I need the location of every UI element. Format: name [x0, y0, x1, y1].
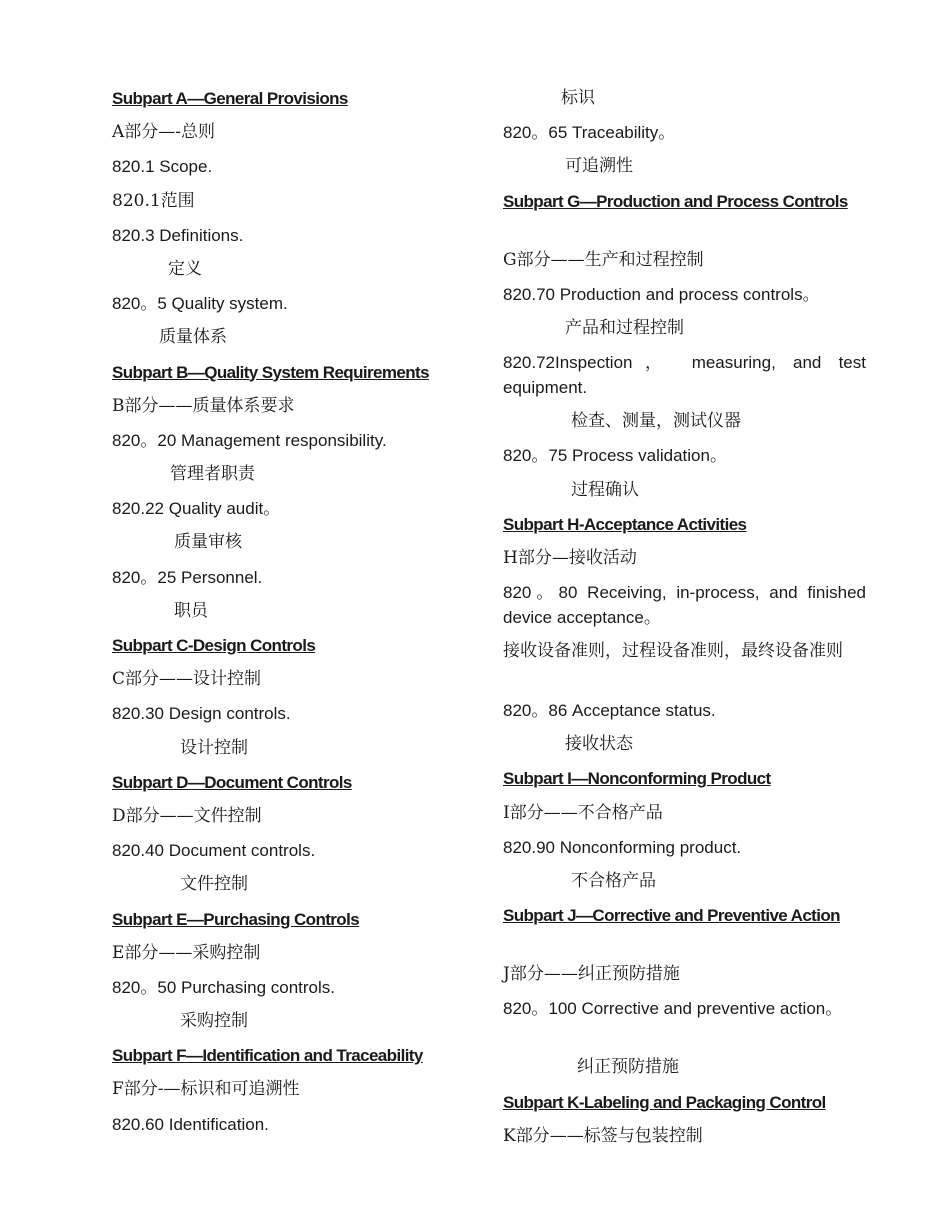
chinese-line: C部分——设计控制 [112, 669, 262, 690]
section-heading: Subpart C-Design Controls [112, 636, 316, 655]
section-heading: Subpart E—Purchasing Controls [112, 909, 360, 929]
section-entry: 820。100 Corrective and preventive action。 [503, 999, 843, 1019]
section-heading: Subpart B—Quality System Requirements [112, 362, 429, 382]
chinese-line: A部分—-总则 [112, 122, 216, 143]
left-column [112, 84, 472, 1144]
chinese-line: 820.1范围 [112, 190, 195, 211]
chinese-line: E部分——采购控制 [112, 942, 261, 963]
chinese-translation: 管理者职责 [170, 464, 255, 485]
chinese-translation: 质量审核 [174, 532, 242, 553]
chinese-line: K部分——标签与包装控制 [503, 1125, 703, 1146]
chinese-translation: 产品和过程控制 [565, 317, 684, 338]
chinese-translation: 定义 [168, 258, 202, 279]
section-entry: 820.3 Definitions. [112, 225, 244, 245]
section-heading: Subpart K-Labeling and Packaging Control [503, 1092, 826, 1112]
chinese-line: J部分——纠正预防措施 [503, 964, 680, 985]
section-heading: Subpart H-Acceptance Activities [503, 514, 747, 534]
chinese-translation: 检查、测量，测试仪器 [571, 411, 741, 432]
section-entry: 820。75 Process validation。 [503, 446, 727, 466]
section-heading: Subpart F—Identification and Traceability [112, 1046, 423, 1066]
right-column [503, 84, 866, 1156]
section-entry: 820。50 Purchasing controls. [112, 977, 336, 997]
chinese-translation: 过程确认 [571, 479, 639, 500]
section-entry: 820.60 Identification. [112, 1114, 269, 1134]
chinese-line: H部分—接收活动 [503, 547, 637, 568]
chinese-translation: 接收状态 [565, 734, 633, 755]
section-entry: 820.90 Nonconforming product. [503, 837, 742, 857]
chinese-translation: 可追溯性 [565, 156, 633, 177]
section-heading: Subpart G—Production and Process Controls [503, 191, 848, 211]
chinese-translation: 采购控制 [180, 1011, 248, 1032]
section-entry: 820。65 Traceability。 [503, 123, 676, 143]
chinese-line: F部分-—标识和可追溯性 [112, 1079, 300, 1100]
chinese-translation: 标识 [561, 88, 595, 108]
section-heading: Subpart I—Nonconforming Product [503, 769, 771, 789]
section-entry: 820。86 Acceptance status. [503, 701, 716, 721]
section-entry: 820。20 Management responsibility. [112, 430, 387, 450]
section-entry: 820.70 Production and process controls。 [503, 284, 820, 304]
section-heading: Subpart J—Corrective and Preventive Action [503, 906, 840, 926]
section-entry: 820.30 Design controls. [112, 704, 291, 724]
chinese-line: I部分——不合格产品 [503, 802, 663, 823]
chinese-translation: 不合格产品 [571, 871, 656, 891]
chinese-line: D部分——文件控制 [112, 805, 262, 826]
chinese-translation: 职员 [174, 600, 208, 621]
chinese-translation: 设计控制 [180, 737, 248, 758]
chinese-translation: 文件控制 [180, 874, 248, 895]
chinese-translation: 纠正预防措施 [577, 1057, 679, 1078]
chinese-line: 接收设备准则，过程设备准则，最终设备准则 [503, 641, 843, 662]
section-entry: 820。25 Personnel. [112, 567, 263, 587]
section-entry: 820。5 Quality system. [112, 294, 288, 314]
section-heading: Subpart D—Document Controls [112, 772, 352, 792]
section-entry: 820.40 Document controls. [112, 841, 316, 861]
chinese-line: B部分——质量体系要求 [112, 395, 295, 416]
section-heading: Subpart A—General Provisions [112, 89, 348, 108]
chinese-translation: 质量体系 [159, 327, 227, 348]
chinese-line: G部分——生产和过程控制 [503, 249, 704, 270]
section-entry: 820.1 Scope. [112, 157, 213, 177]
section-entry: 820.72Inspection， measuring, and test equipment. [503, 353, 866, 398]
section-entry: 820.22 Quality audit。 [112, 499, 281, 519]
section-entry: 820。80 Receiving, in-process, and finished device acceptance。 [503, 583, 866, 628]
